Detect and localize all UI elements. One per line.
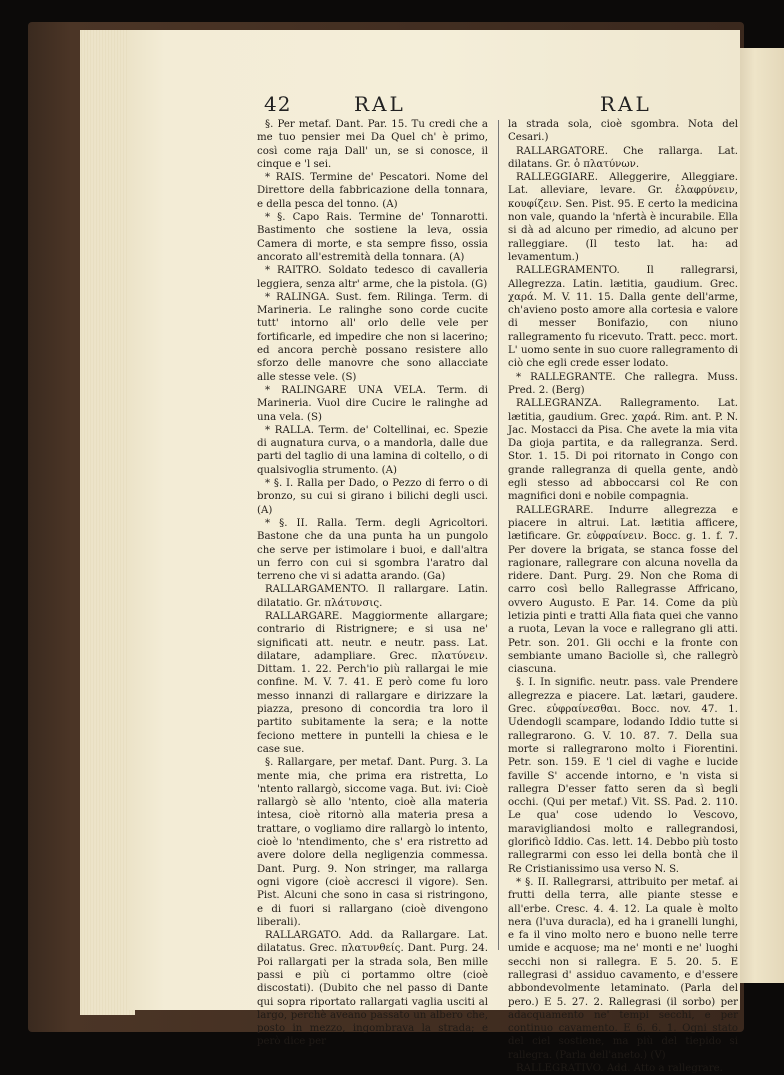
column-divider	[498, 120, 499, 950]
right-running-head: RAL	[600, 92, 652, 116]
dictionary-entry: * RALINGARE UNA VELA. Term. di Marineria. Vuol dire Cucire le ralinghe ad una vela. (S)	[257, 384, 488, 423]
dictionary-entry: §. I. In signific. neutr. pass. vale Prendere allegrezza e piacere. Lat. lætari, gaudere. Grec. εὐφραίνεσθαι. Bocc. nov. 47. 1. Udendogli scampare, lodando Iddio tutte si rallegrarono. G. V. 10. 87. 7. Della sua morte si rallegrarono molto i Fiorentini. Petr. son. 159. E 'l ciel di vaghe e lucide faville S' accende intorno, e 'n vista si rallegra D'esser fatto seren da sì begli occhi. (Qui per metaf.) Vit. SS. Pad. 2. 110. Le qua' cose udendo lo Vescovo, maravigliandosi molto e rallegrandosi, glorificò Iddio. Cas. lett. 14. Debbo più tosto rallegrarmi con esso lei della bontà che il Re Cristianissimo usa verso N. S.	[508, 677, 738, 875]
dictionary-entry: RALLEGRANZA. Rallegramento. Lat. lætitia, gaudium. Grec. χαρά. Rim. ant. P. N. Jac. Mostacci da Pisa. Che avete la mia vita Da gioja partita, e da rallegranza. Serd. Stor. 1. 15. Di poi ritornato in Congo con grande rallegranza di quella gente, andò egli stesso ad abboccarsi col Re con magnifici doni e nobile compagnia.	[508, 398, 738, 503]
dictionary-entry: la strada sola, cioè sgombra. Nota del Cesari.)	[508, 119, 738, 144]
right-column	[508, 118, 738, 1075]
dictionary-entry: * RALLA. Term. de' Coltellinai, ec. Spezie di augnatura curva, o a mandorla, dalle due parti del taglio di una lamina di coltello, o di qualsivoglia strumento. (A)	[257, 424, 488, 476]
dictionary-entry: RALLEGRAMENTO. Il rallegrarsi, Allegrezza. Latin. lætitia, gaudium. Grec. χαρά. M. V. 11. 15. Dalla gente dell'arme, ch'avieno posto amore alla cortesia e valore di messer Bonifazio, con niuno rallegramento fu ricevuto. Tratt. pecc. mort. L' uomo sente in suo cuore rallegramento di ciò che egli crede esser lodato.	[508, 265, 738, 370]
dictionary-entry: * §. I. Ralla per Dado, o Pezzo di ferro o di bronzo, su cui si girano i bilichi degli usci. (A)	[257, 478, 488, 516]
dictionary-entry: * RALLEGRANTE. Che rallegra. Muss. Pred. 2. (Berg)	[508, 371, 738, 396]
dictionary-entry: RALLARGATO. Add. da Rallargare. Lat. dilatatus. Grec. πλατυνθείς. Dant. Purg. 24. Poi rallargati per la strada sola, Ben mille passi e più ci portammo oltre (cioè discostati). (Dubito che nel passo di Dante qui sopra riportato rallargati vaglia usciti al largo, perchè aveano passato un albero che, posto in mezzo, ingombrava la strada; e però dice per	[257, 930, 488, 1048]
dictionary-entry: RALLARGARE. Maggiormente allargare; contrario di Ristrignere; e si usa ne' significati att. neutr. e neutr. pass. Lat. dilatare, adampliare. Grec. πλατύνειν. Dittam. 1. 22. Perch'io più rallargai le mie confine. M. V. 7. 41. E però come fu loro messo innanzi di rallargare e dirizzare la piazza, presono di concordia tra loro il partito subitamente la sera; e la notte feciono mettere in puntelli la chiesa e le case sue.	[257, 610, 488, 755]
left-column	[257, 118, 488, 1049]
dictionary-entry: RALLARGAMENTO. Il rallargare. Latin. dilatatio. Gr. πλάτυνσις.	[257, 584, 488, 609]
dictionary-entry: RALLEGRATIVO. Add. Atto a rallegrare.	[516, 1063, 723, 1075]
next-page-edge	[735, 48, 784, 983]
dictionary-entry: * RAIS. Termine de' Pescatori. Nome del Direttore della fabbricazione della tonnara, e della pesca del tonno. (A)	[257, 172, 488, 210]
dictionary-entry: * §. Capo Rais. Termine de' Tonnarotti. Bastimento che sostiene la leva, ossia Camera di morte, e sta sempre fisso, ossia ancorato all'estremità della tonnara. (A)	[257, 212, 488, 263]
dictionary-entry: §. Per metaf. Dant. Par. 15. Tu credi che a me tuo pensier mei Da Quel ch' è primo, così come raja Dall' un, se si conosce, il cinque e 'l sei.	[257, 119, 488, 170]
page-number: 42	[264, 92, 292, 116]
dictionary-entry: §. Rallargare, per metaf. Dant. Purg. 3. La mente mia, che prima era ristretta, Lo 'ntento rallargò, siccome vaga. But. ivi: Cioè rallargò sè allo 'ntento, cioè alla materia intesa, cioè ritornò alla materia presa a trattare, o vogliamo dire rallargò lo intento, cioè lo 'ntendimento, che s' era ristretto ad avere dolore della negligenzia commessa. Dant. Purg. 9. Non stringer, ma rallarga ogni vigore (cioè accresci il vigore). Sen. Pist. Alcuni che sono in casa si ristringono, e di fuori si rallargano (cioè divengono liberali).	[257, 757, 488, 928]
left-running-head: RAL	[354, 92, 406, 116]
dictionary-entry: * §. II. Rallegrarsi, attribuito per metaf. ai frutti della terra, alle piante stesse e all'erbe. Cresc. 4. 4. 12. La quale è molto nera (l'uva duracla), ed ha i granelli lunghi, e fa il vino molto nero e buono nelle terre umide e acquose; ma ne' monti e ne' luoghi secchi non si rallegra. E 5. 20. 5. E rallegrasi d' assiduo cavamento, e d'essere abbondevolmente letaminato. (Parla del pero.) E 5. 27. 2. Rallegrasi (il sorbo) per adacquamento ne' tempi secchi, e per continuo cavamento. E 6. 6. 1. Ogni stato del ciel sostiene, ma più del tiepido si rallegra. (Parla dell'aneto.) (V)	[508, 876, 738, 1061]
page-stack-edge	[80, 30, 135, 1015]
dictionary-entry: * §. II. Ralla. Term. degli Agricoltori. Bastone che da una punta ha un pungolo che serve per istimolare i buoi, e dall'altra un ferro con cui si sgombra l'aratro dal terreno che vi si adatta arando. (Ga)	[257, 517, 488, 583]
dictionary-entry: RALLARGATORE. Che rallarga. Lat. dilatans. Gr. ὁ πλατύνων.	[508, 145, 738, 170]
dictionary-entry: RALLEGGIARE. Alleggerire, Alleggiare. Lat. alleviare, levare. Gr. ἐλαφρύνειν, κουφίζειν. Sen. Pist. 95. E certo la medicina non vale, quando la 'nfertà è incurabile. Ella si dà ad alcuno per rimedio, ad alcuno per ralleggiare. (Il testo lat. ha: ad levamentum.)	[508, 172, 738, 263]
dictionary-entry: * RAITRO. Soldato tedesco di cavalleria leggiera, senza altr' arme, che la pistola. (G)	[257, 265, 488, 290]
dictionary-entry: RALLEGRARE. Indurre allegrezza e piacere in altrui. Lat. lætitia afficere, lætificare. Gr. εὐφραίνειν. Bocc. g. 1. f. 7. Per dovere la brigata, se stanca fosse del ragionare, rallegrare con alcuna novella da ridere. Dant. Purg. 29. Non che Roma di carro così bello Rallegrasse Affricano, ovvero Augusto. E Par. 14. Come da più letizia pinti e tratti Alla fiata quei che vanno a ruota, Levan la voce e rallegrano gli atti. Petr. son. 201. Gli occhi e la fronte con sembiante umano Baciolle sì, che rallegrò ciascuna.	[508, 504, 738, 676]
dictionary-entry: * RALINGA. Sust. fem. Rilinga. Term. di Marineria. Le ralinghe sono corde cucite tutt' intorno all' orlo delle vele per fortificarle, ed impedire che non si lacerino; ed ancora perchè possano resistere allo sforzo delle manovre che sono allacciate alle stesse vele. (S)	[257, 291, 488, 383]
